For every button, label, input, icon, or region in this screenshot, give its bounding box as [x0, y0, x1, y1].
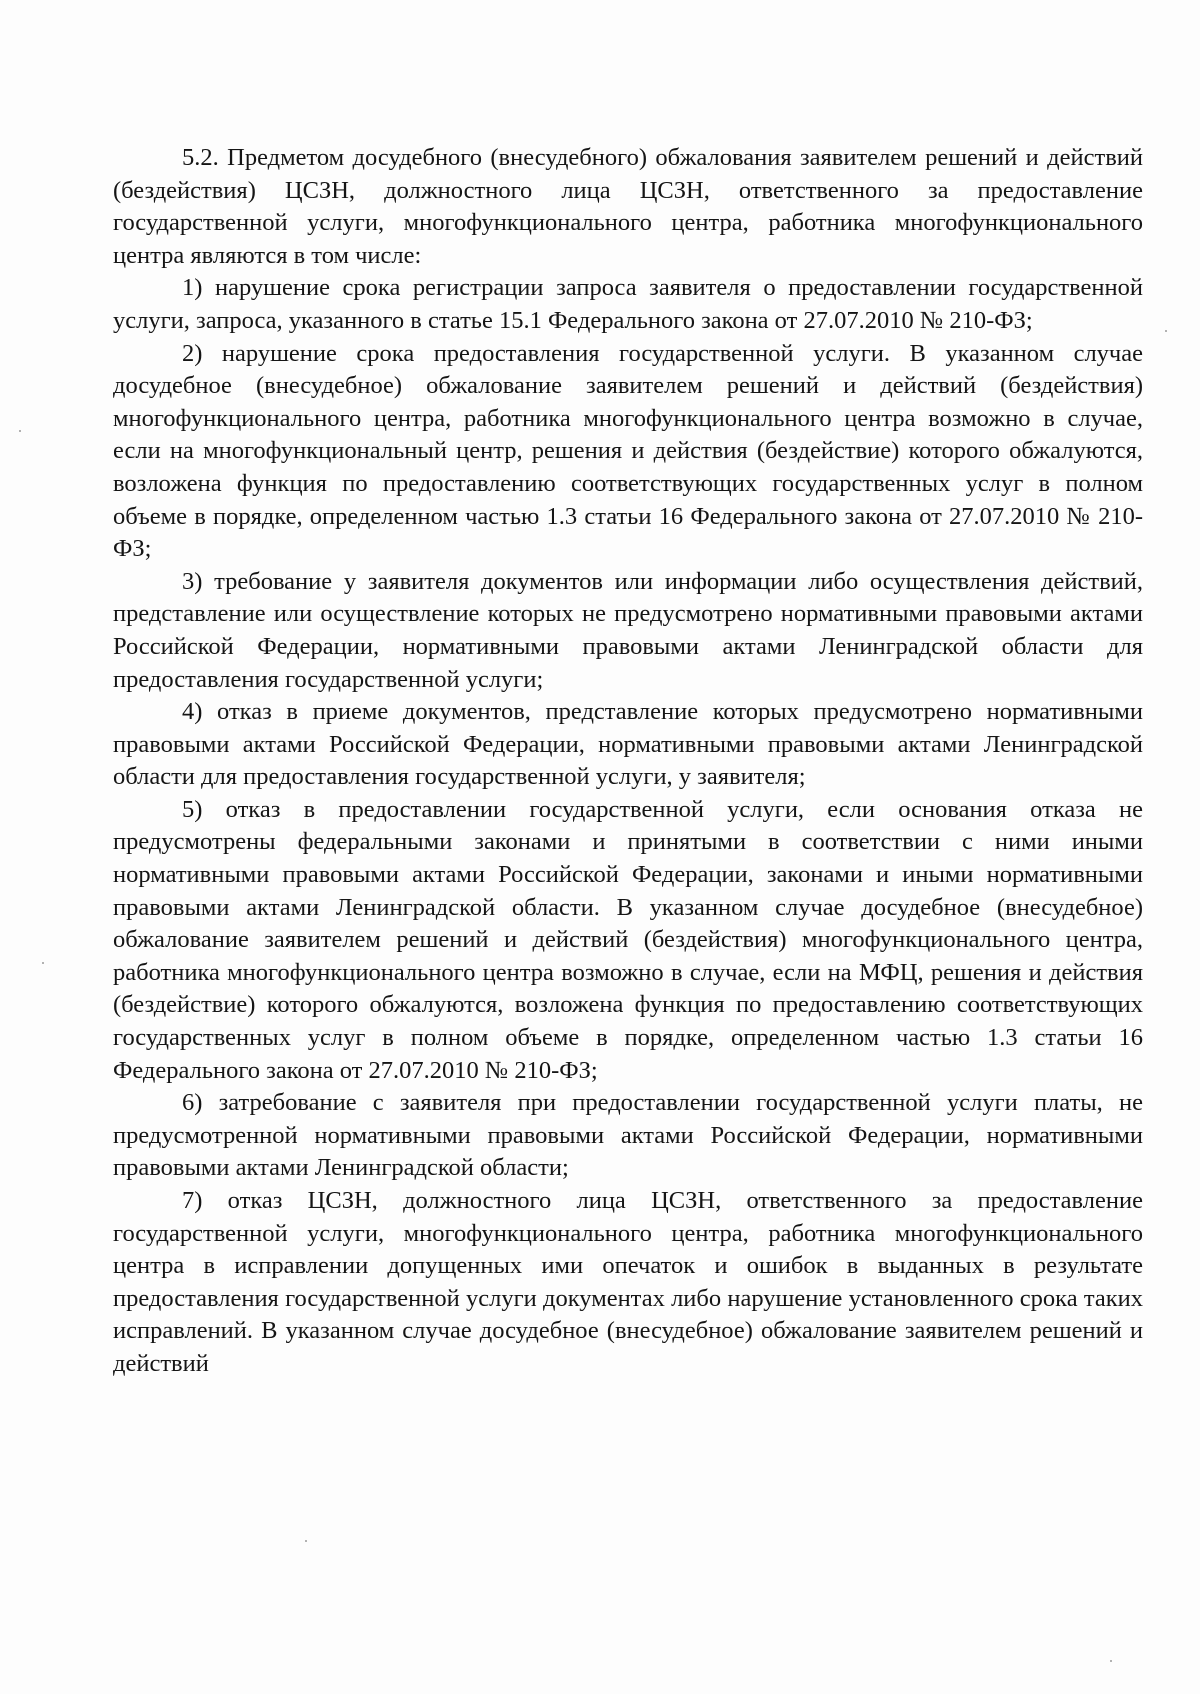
list-item-1: 1) нарушение срока регистрации запроса заявителя о предоставлении государственной услуги, запроса, указанного в статье 15.1 Федерального закона от 27.07.2010 № 210-ФЗ;: [113, 274, 1143, 334]
scan-speck: [19, 430, 21, 432]
scan-speck: [1165, 330, 1167, 332]
document-body: [113, 142, 1143, 1381]
list-item-4: 4) отказ в приеме документов, представление которых предусмотрено нормативными правовыми актами Российской Федерации, нормативными правовыми актами Ленинградской области для предоставления государственной услуги, у заявителя;: [113, 698, 1143, 791]
list-item-3: 3) требование у заявителя документов или информации либо осуществления действий, представление или осуществление которых не предусмотрено нормативными правовыми актами Российской Федерации, нормативными правовыми актами Ленинградской области для предоставления государственной услуги;: [113, 567, 1143, 693]
list-item-5: 5) отказ в предоставлении государственной услуги, если основания отказа не предусмотрены федеральными законами и принятыми в соответствии с ними иными нормативными правовыми актами Российской Федерации, законами и иными нормативными правовыми актами Ленинградской области. В указанном случае досудебное (внесудебное) обжалование заявителем решений и действий (бездействия) многофункционального центра, работника многофункционального центра возможно в случае, если на МФЦ, решения и действия (бездействие) которого обжалуются, возложена функция по предоставлению соответствующих государственных услуг в полном объеме в порядке, определенном частью 1.3 статьи 16 Федерального закона от 27.07.2010 № 210-ФЗ;: [113, 795, 1143, 1084]
scan-speck: [1110, 1660, 1112, 1662]
scan-speck: [42, 962, 44, 964]
scan-speck: [305, 1540, 307, 1542]
paragraph-5-2: 5.2. Предметом досудебного (внесудебного) обжалования заявителем решений и действий (бездействия) ЦСЗН, должностного лица ЦСЗН, ответственного за предоставление государственной услуги, многофункционального центра, работника многофункционального центра являются в том числе:: [113, 144, 1143, 269]
list-item-6: 6) затребование с заявителя при предоставлении государственной услуги платы, не предусмотренной нормативными правовыми актами Российской Федерации, нормативными правовыми актами Ленинградской области;: [113, 1089, 1143, 1182]
list-item-7: 7) отказ ЦСЗН, должностного лица ЦСЗН, ответственного за предоставление государственной услуги, многофункционального центра, работника многофункционального центра в исправлении допущенных ими опечаток и ошибок в выданных в результате предоставления государственной услуги документах либо нарушение установленного срока таких исправлений. В указанном случае досудебное (внесудебное) обжалование заявителем решений и действий: [113, 1187, 1143, 1377]
list-item-2: 2) нарушение срока предоставления государственной услуги. В указанном случае досудебное (внесудебное) обжалование заявителем решений и действий (бездействия) многофункционального центра, работника многофункционального центра возможно в случае, если на многофункциональный центр, решения и действия (бездействие) которого обжалуются, возложена функция по предоставлению соответствующих государственных услуг в полном объеме в порядке, определенном частью 1.3 статьи 16 Федерального закона от 27.07.2010 № 210-ФЗ;: [113, 339, 1143, 563]
